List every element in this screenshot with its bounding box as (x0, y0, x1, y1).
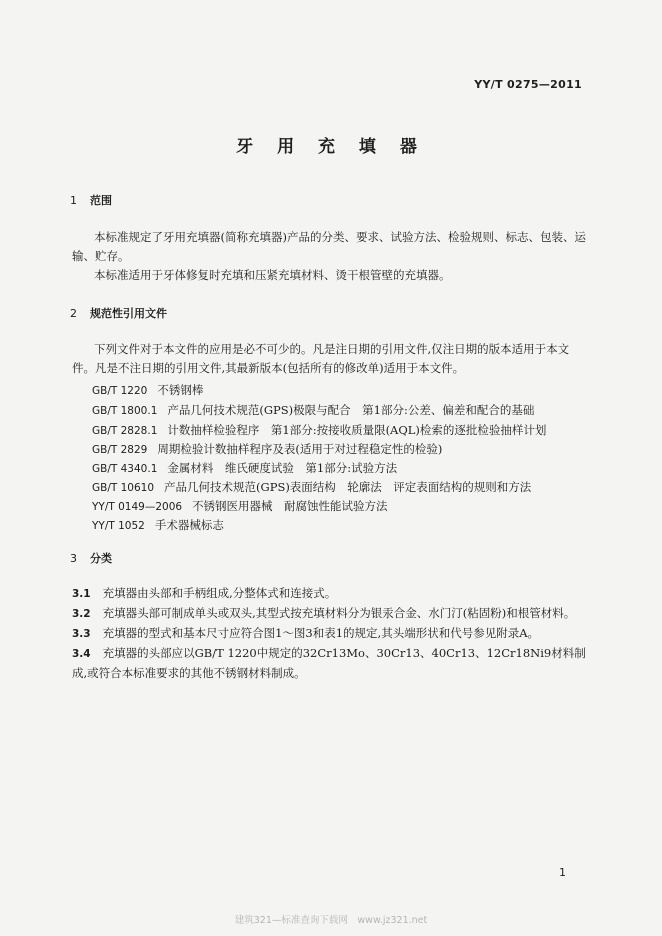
clause-3-2 (72, 604, 592, 624)
clause-3-1 (72, 584, 592, 604)
section-number: 1 (70, 194, 77, 207)
clause-text: 充填器头部可制成单头或双头,其型式按充填材料分为银汞合金、水门汀(粘固粉)和根管材料。 (102, 606, 576, 620)
clause-number: 3.3 (72, 628, 91, 640)
reference-title: 计数抽样检验程序 第1部分:按接收质量限(AQL)检索的逐批检验抽样计划 (167, 423, 547, 437)
reference-code: YY/T 1052 (92, 520, 145, 532)
reference-title: 产品几何技术规范(GPS)表面结构 轮廓法 评定表面结构的规则和方法 (164, 480, 532, 494)
reference-title: 周期检验计数抽样程序及表(适用于对过程稳定性的检验) (157, 442, 443, 456)
section-title: 范围 (90, 194, 112, 207)
clause-3-4 (72, 644, 592, 683)
section-heading-scope (70, 192, 112, 208)
reference-item (92, 402, 534, 418)
section-title: 规范性引用文件 (90, 307, 167, 320)
reference-item (92, 382, 203, 398)
clause-number: 3.2 (72, 608, 91, 620)
reference-code: GB/T 1220 (92, 385, 148, 397)
clause-text: 充填器的型式和基本尺寸应符合图1～图3和表1的规定,其头端形状和代号参见附录A。 (102, 626, 540, 640)
reference-item (92, 441, 442, 457)
reference-code: GB/T 4340.1 (92, 463, 158, 475)
watermark: 建筑321—标准查询下载网 www.jz321.net (234, 915, 428, 926)
reference-title: 手术器械标志 (154, 518, 224, 532)
section-heading-classification (70, 550, 112, 566)
section-number: 2 (70, 307, 77, 320)
clause-text: 充填器由头部和手柄组成,分整体式和连接式。 (102, 586, 337, 600)
reference-item (92, 460, 397, 476)
reference-title: 不锈钢医用器械 耐腐蚀性能试验方法 (192, 499, 388, 513)
section-heading-references (70, 305, 167, 321)
section-number: 3 (70, 552, 77, 565)
section-title: 分类 (90, 552, 112, 565)
reference-item (92, 479, 531, 495)
reference-code: GB/T 10610 (92, 482, 155, 494)
reference-code: GB/T 2828.1 (92, 425, 158, 437)
clause-3-3 (72, 624, 592, 644)
reference-title: 金属材料 维氏硬度试验 第1部分:试验方法 (167, 461, 398, 475)
scope-paragraph-1: 本标准规定了牙用充填器(简称充填器)产品的分类、要求、试验方法、检验规则、标志、包装、运输、贮存。 (72, 230, 586, 263)
document-title: 牙 用 充 填 器 (236, 137, 426, 157)
reference-code: YY/T 0149—2006 (92, 501, 183, 513)
reference-title: 不锈钢棒 (157, 383, 204, 397)
references-intro: 下列文件对于本文件的应用是必不可少的。凡是注日期的引用文件,仅注日期的版本适用于本文件。凡是不注日期的引用文件,其最新版本(包括所有的修改单)适用于本文件。 (72, 342, 570, 375)
reference-item (92, 517, 224, 533)
reference-item (92, 422, 546, 438)
standard-code: YY/T 0275—2011 (474, 78, 582, 91)
reference-code: GB/T 1800.1 (92, 405, 158, 417)
reference-item (92, 498, 388, 514)
clause-text: 充填器的头部应以GB/T 1220中规定的32Cr13Mo、30Cr13、40Cr13、12Cr18Ni9材料制成,或符合本标准要求的其他不锈钢材料制成。 (72, 646, 586, 680)
clause-number: 3.1 (72, 588, 91, 600)
clause-number: 3.4 (72, 648, 91, 660)
scope-paragraph-2: 本标准适用于牙体修复时充填和压紧充填材料、烫干根管壁的充填器。 (94, 268, 451, 282)
reference-title: 产品几何技术规范(GPS)极限与配合 第1部分:公差、偏差和配合的基础 (167, 403, 535, 417)
page-number: 1 (559, 866, 566, 879)
reference-code: GB/T 2829 (92, 444, 148, 456)
